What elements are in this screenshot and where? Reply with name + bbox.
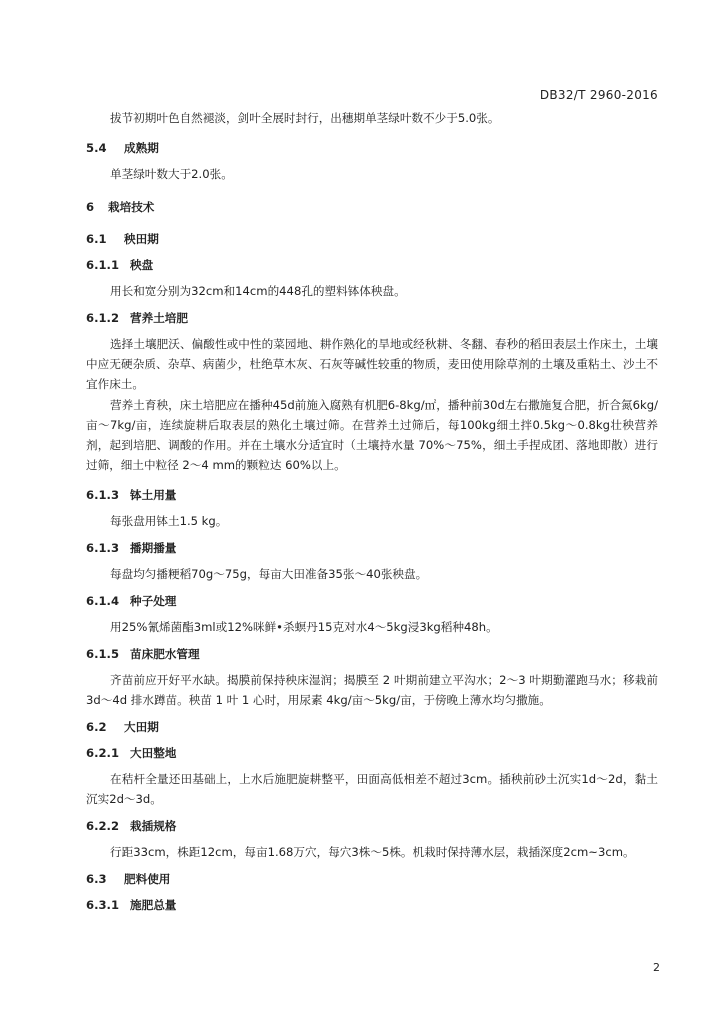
heading-number: 5.4 (86, 141, 107, 155)
paragraph-6-1-2-b: 营养土育秧，床土培肥应在播种45d前施入腐熟有机肥6-8kg/㎡，播种前30d左右撒施复合肥，折合氮6kg/亩～7kg/亩，连续旋耕后取表层的熟化土壤过筛。在营养土过筛后，每100kg细土拌0.5kg～0.8kg壮秧营养剂，起到培肥、调酸的作用。并在土壤水分适宜时（土壤持水量 70%～75%，细土手捏成团、落地即散）进行过筛，细土中粒径 2～4 mm的颗粒达 60%以上。 (86, 398, 658, 472)
heading-number: 6.3 (86, 872, 107, 886)
heading-number: 6.1.5 (86, 647, 120, 661)
paragraph-6-1-1: 用长和宽分别为32cm和14cm的448孔的塑料钵体秧盘。 (110, 284, 406, 298)
heading-6-2-1 (86, 743, 658, 763)
heading-title: 种子处理 (130, 594, 177, 608)
heading-6-1-5 (86, 644, 658, 664)
paragraph-5-3-tail: 拔节初期叶色自然褪淡，剑叶全展时封行，出穗期单茎绿叶数不少于5.0张。 (110, 111, 500, 125)
heading-number: 6.1.2 (86, 311, 120, 325)
heading-number: 6.2.2 (86, 819, 120, 833)
heading-title: 施肥总量 (130, 898, 177, 912)
heading-number: 6.1.3 (86, 488, 120, 502)
heading-6-1 (86, 229, 658, 249)
heading-title: 栽插规格 (130, 819, 177, 833)
paragraph-6-1-5: 齐苗前应开好平水缺。揭膜前保持秧床湿润；揭膜至 2 叶期前建立平沟水；2～3 叶期勤灌跑马水；移栽前 3d～4d 排水蹲苗。秧苗 1 叶 1 心时，用尿素 4kg/亩～5kg/亩，于傍晚上薄水均匀撒施。 (86, 673, 658, 707)
heading-title: 栽培技术 (108, 200, 155, 214)
paragraph-6-1-3-sowing: 每盘均匀播粳稻70g～75g，每亩大田准备35张～40张秧盘。 (110, 567, 428, 581)
paragraph-6-1-4: 用25%氰烯菌酯3ml或12%咪鲜•杀螟丹15克对水4～5kg浸3kg稻种48h。 (110, 620, 498, 634)
document-body (86, 108, 658, 915)
heading-title: 大田期 (124, 720, 159, 734)
document-code: DB32/T 2960-2016 (539, 88, 658, 102)
heading-number: 6.3.1 (86, 898, 120, 912)
heading-number: 6.1.3 (86, 541, 120, 555)
heading-6-2 (86, 717, 658, 737)
paragraph-6-2-2: 行距33cm，株距12cm，每亩1.68万穴，每穴3株～5株。机栽时保持薄水层，栽插深度2cm~3cm。 (110, 845, 635, 859)
heading-title: 营养土培肥 (130, 311, 188, 325)
heading-6-1-2 (86, 308, 658, 328)
heading-title: 成熟期 (124, 141, 159, 155)
heading-number: 6.2 (86, 720, 107, 734)
heading-6-1-3-sowing (86, 538, 658, 558)
paragraph-6-1-3-soil: 每张盘用钵土1.5 kg。 (110, 514, 228, 528)
heading-6 (86, 197, 658, 217)
heading-number: 6.1.1 (86, 258, 120, 272)
heading-6-1-3-soil (86, 485, 658, 505)
heading-5-4 (86, 138, 658, 158)
heading-number: 6.2.1 (86, 746, 120, 760)
heading-title: 播期播量 (130, 541, 177, 555)
heading-6-3 (86, 869, 658, 889)
heading-number: 6 (86, 200, 95, 214)
heading-number: 6.1.4 (86, 594, 120, 608)
heading-number: 6.1 (86, 232, 107, 246)
paragraph-5-4: 单茎绿叶数大于2.0张。 (110, 167, 233, 181)
page-number: 2 (653, 961, 660, 974)
heading-6-1-1 (86, 255, 658, 275)
heading-title: 大田整地 (130, 746, 177, 760)
heading-title: 秧田期 (124, 232, 159, 246)
paragraph-6-2-1: 在秸杆全量还田基础上，上水后施肥旋耕整平，田面高低相差不超过3cm。插秧前砂土沉实1d～2d，黏土沉实2d～3d。 (86, 772, 658, 806)
heading-title: 肥料使用 (124, 872, 171, 886)
paragraph-6-1-2-a: 选择土壤肥沃、偏酸性或中性的菜园地、耕作熟化的旱地或经秋耕、冬翻、春秒的稻田表层土作床土，土壤中应无硬杂质、杂草、病菌少，杜绝草木灰、石灰等碱性较重的物质，麦田使用除草剂的土壤及重粘土、沙土不宜作床土。 (86, 337, 658, 391)
heading-title: 苗床肥水管理 (130, 647, 200, 661)
heading-title: 秧盘 (130, 258, 154, 272)
heading-6-1-4 (86, 591, 658, 611)
heading-title: 钵土用量 (130, 488, 177, 502)
heading-6-2-2 (86, 816, 658, 836)
heading-6-3-1 (86, 895, 658, 915)
